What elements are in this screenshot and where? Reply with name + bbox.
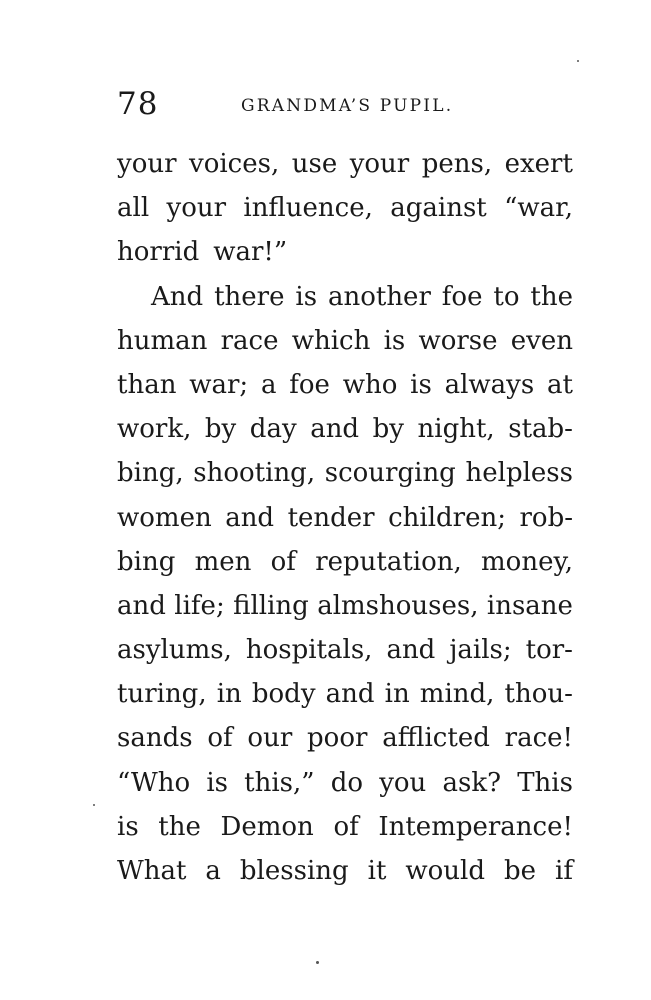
text-line (117, 584, 573, 628)
word: tender (287, 502, 375, 533)
word: your (117, 149, 177, 179)
body-text (117, 142, 573, 893)
text-line-paragraph-start (117, 275, 573, 319)
word: day (249, 414, 297, 445)
word: do (330, 767, 364, 798)
word: tor- (525, 635, 573, 666)
text-line (117, 716, 573, 760)
word: work, (117, 414, 192, 445)
word: “Who (117, 767, 191, 798)
word: mind, (419, 679, 495, 710)
word: body (251, 679, 316, 710)
word: poor (307, 723, 368, 754)
word: almshouses, (317, 590, 479, 621)
word: all (117, 193, 150, 224)
word: it (367, 856, 387, 886)
word: bing (117, 546, 176, 577)
word: a (205, 856, 221, 886)
word: rob- (519, 502, 573, 533)
text-line (117, 142, 573, 186)
word: your (349, 149, 410, 179)
word: of (270, 546, 296, 577)
text-line (117, 496, 573, 540)
word: which (291, 325, 371, 356)
word: there (214, 281, 285, 312)
text-line (117, 451, 573, 495)
word: even (510, 325, 573, 356)
word: another (327, 281, 431, 312)
word: men (194, 546, 252, 577)
word: shooting, (193, 458, 316, 489)
word: foe (441, 281, 483, 312)
word: is (383, 325, 406, 356)
word: reputation, (315, 546, 462, 577)
word: by (372, 414, 404, 445)
word: war; (189, 369, 249, 400)
word: ask? (442, 767, 502, 798)
print-speck (93, 804, 95, 806)
word: of (207, 723, 233, 754)
word: “war, (504, 193, 573, 224)
word: use (291, 149, 338, 179)
word: blessing (239, 856, 349, 886)
word: is (206, 767, 228, 798)
running-title: GRANDMA’S PUPIL. (241, 96, 454, 116)
word: scourging (324, 458, 456, 489)
word: Intemperance! (378, 811, 573, 842)
word: afflicted (382, 723, 490, 754)
word: at (547, 369, 573, 400)
word: women (117, 502, 212, 533)
word: your (166, 193, 227, 224)
word: and (325, 679, 375, 710)
word: money, (481, 546, 573, 577)
word: to (493, 281, 520, 312)
word: bing, (117, 458, 184, 489)
word: pens, (421, 149, 493, 179)
word: and (117, 590, 166, 621)
word: filling (233, 590, 309, 621)
word: a (260, 369, 277, 400)
word: war!” (213, 237, 288, 268)
word: exert (504, 149, 573, 179)
word: influence, (243, 193, 373, 224)
word: And (151, 281, 204, 312)
word: stab- (508, 414, 573, 445)
text-line (117, 319, 573, 363)
text-line (117, 849, 573, 893)
text-line (117, 805, 573, 849)
word: this,” (244, 767, 315, 798)
word: insane (486, 590, 573, 621)
running-head (117, 84, 577, 124)
word: Demon (220, 811, 314, 842)
word: life; (174, 590, 225, 621)
word: of (333, 811, 359, 842)
word: the (530, 281, 573, 312)
word: our (247, 723, 293, 754)
word: and (386, 635, 436, 666)
text-line (117, 628, 573, 672)
word: would (405, 856, 486, 886)
word: in (384, 679, 410, 710)
word: race (220, 325, 279, 356)
word: and (310, 414, 360, 445)
word: is (410, 369, 432, 400)
text-line (117, 672, 573, 716)
word: and (225, 502, 275, 533)
text-line (117, 540, 573, 584)
word: than (117, 369, 177, 400)
text-line (117, 186, 573, 230)
word: be (504, 856, 537, 886)
word: by (204, 414, 237, 445)
word: sands (117, 723, 193, 754)
word: the (158, 811, 201, 842)
word: if (555, 856, 573, 886)
word: against (390, 193, 487, 224)
word: always (444, 369, 535, 400)
word: race! (504, 723, 573, 754)
word: in (216, 679, 242, 710)
word: asylums, (117, 635, 232, 666)
word: What (117, 856, 187, 886)
word: horrid (117, 237, 200, 268)
text-line (117, 761, 573, 805)
word: worse (418, 325, 498, 356)
word: you (379, 767, 427, 798)
word: night, (417, 414, 495, 445)
word: turing, (117, 679, 207, 710)
word: foe (289, 369, 330, 400)
word: This (517, 767, 573, 798)
word: jails; (449, 635, 512, 666)
print-speck (577, 60, 579, 62)
word: is (295, 281, 318, 312)
page-number: 78 (117, 86, 159, 122)
word: voices, (189, 149, 280, 179)
text-line (117, 230, 573, 274)
word: children; (388, 502, 506, 533)
print-speck (316, 961, 319, 964)
word: is (117, 811, 139, 842)
word: hospitals, (245, 635, 373, 666)
word: helpless (465, 458, 573, 489)
word: thou- (504, 679, 573, 710)
text-line (117, 407, 573, 451)
word: human (117, 325, 208, 356)
word: who (342, 369, 398, 400)
text-line (117, 363, 573, 407)
